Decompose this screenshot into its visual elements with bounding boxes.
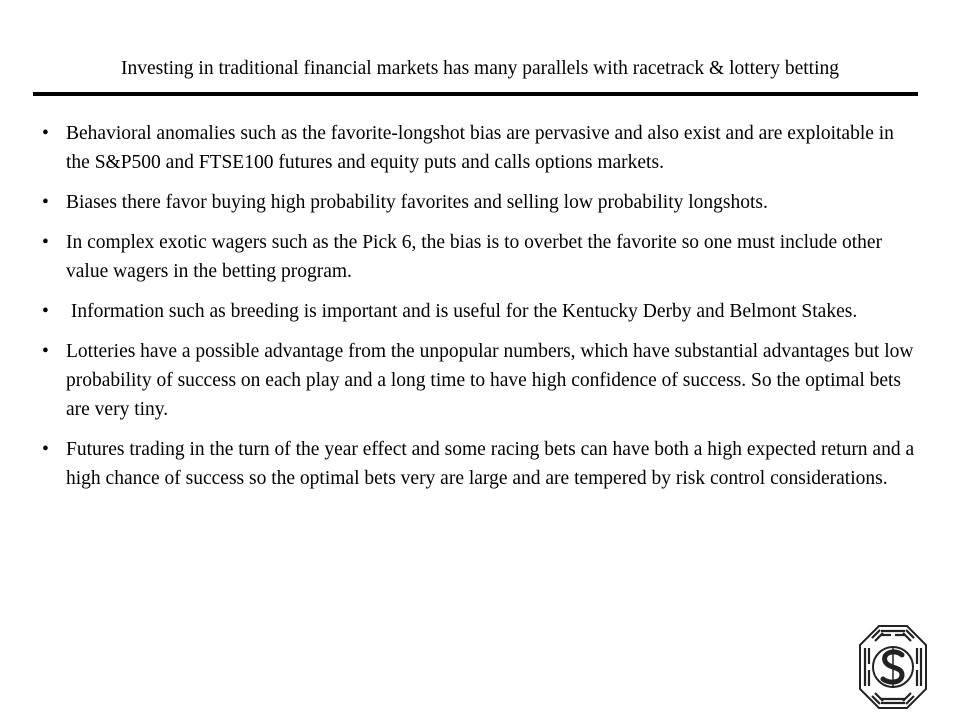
bullet-item (42, 119, 922, 177)
bullet-item (42, 188, 922, 217)
bullet-dot-icon: • (42, 301, 49, 322)
bullet-dot-icon: • (42, 232, 49, 253)
bullet-item (42, 435, 922, 493)
bullet-dot-icon: • (42, 439, 49, 460)
bullet-text: Behavioral anomalies such as the favorite-longshot bias are pervasive and also exist and are exploitable in the S&P500 and FTSE100 futures and equity puts and calls options markets. (66, 123, 894, 173)
bullet-item (42, 337, 922, 424)
bullet-dot-icon: • (42, 341, 49, 362)
slide-title: Investing in traditional financial markets has many parallels with racetrack & lottery betting (120, 58, 839, 79)
bullet-item (42, 297, 922, 326)
title-divider (33, 92, 918, 96)
bullet-text: Lotteries have a possible advantage from the unpopular numbers, which have substantial advantages but low probability of success on each play and a long time to have high confidence of success. So the optimal bets are very tiny. (66, 341, 914, 420)
bullet-text: In complex exotic wagers such as the Pick 6, the bias is to overbet the favorite so one must include other value wagers in the betting program. (66, 232, 883, 282)
bullet-text: Information such as breeding is important and is useful for the Kentucky Derby and Belmont Stakes. (66, 301, 858, 322)
bullet-dot-icon: • (42, 192, 49, 213)
bullet-text: Biases there favor buying high probability favorites and selling low probability longshots. (66, 192, 768, 213)
bullet-dot-icon: • (42, 123, 49, 144)
bullet-item (42, 228, 922, 286)
bullet-text: Futures trading in the turn of the year effect and some racing bets can have both a high expected return and a high chance of success so the optimal bets very are large and are tempered by risk control considerations. (66, 439, 915, 489)
bullet-list (42, 119, 922, 504)
octagonal-trigram-s-logo-icon (858, 624, 928, 710)
